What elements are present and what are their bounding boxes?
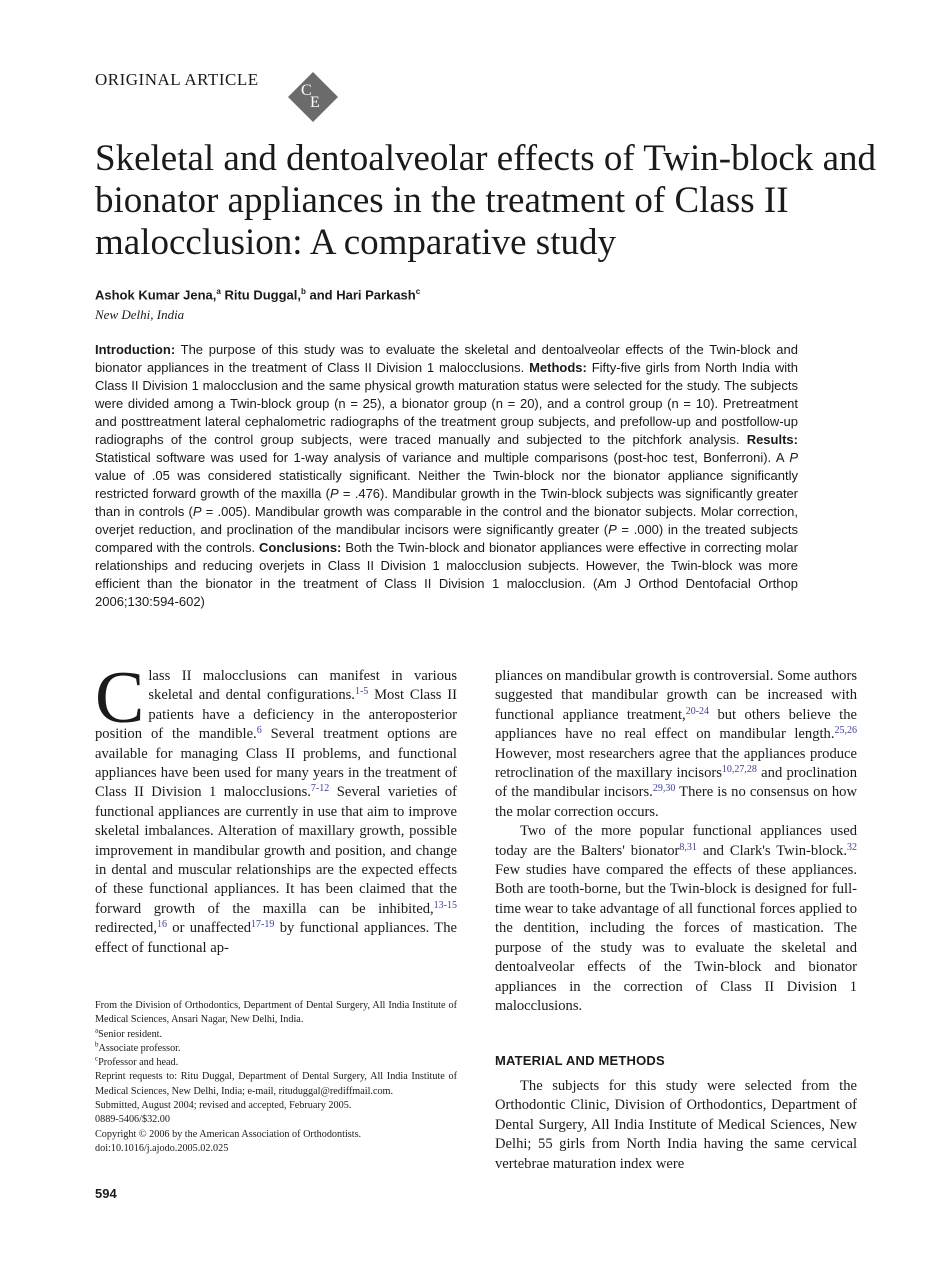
body-paragraph xyxy=(495,822,857,1016)
citation-link[interactable]: 32 xyxy=(847,841,857,853)
p-symbol: P xyxy=(329,486,339,501)
footnote-marker: c xyxy=(95,1054,99,1063)
p-symbol: P xyxy=(789,450,798,465)
section-heading: MATERIAL AND METHODS xyxy=(495,1053,665,1068)
footnote-text: Professor and head. xyxy=(98,1057,179,1069)
abstract-heading: Introduction: xyxy=(95,342,176,357)
ce-badge-letter-c: C xyxy=(301,82,312,99)
body-text: Most Class II patients have a deficiency in the anteroposterior position of the mandible. xyxy=(95,687,457,743)
citation-link[interactable]: 8,31 xyxy=(679,841,697,853)
footnote-reprint: Reprint requests to: Ritu Duggal, Department of Dental Surgery, All India Institute of Medical Sciences, New Delhi, India; e-mail, rituduggal@rediffmail.com. xyxy=(95,1071,457,1097)
page-number: 594 xyxy=(95,1186,117,1201)
author-list xyxy=(95,287,420,302)
body-paragraph xyxy=(95,657,458,958)
footnote: From the Division of Orthodontics, Department of Dental Surgery, All India Institute of Medical Sciences, Ansari Nagar, New Delhi, India. xyxy=(95,1000,457,1026)
abstract-text: value of .05 was considered statistically significant. Neither the Twin-block nor the bionator appliance significantly restricted forward growth of the maxilla ( xyxy=(95,468,798,501)
citation-link[interactable]: 13-15 xyxy=(433,899,457,911)
body-text: redirected, xyxy=(95,920,157,937)
author-name: Ashok Kumar Jena, xyxy=(95,287,217,303)
footnote-issn: 0889-5406/$32.00 xyxy=(95,1114,170,1126)
p-symbol: P xyxy=(192,504,202,519)
ce-badge-icon xyxy=(286,70,340,124)
drop-cap: C xyxy=(95,657,145,739)
citation-link[interactable]: 20-24 xyxy=(685,705,710,717)
abstract-text: = .476). Mandibular growth in the Twin-block subjects was significantly greater than in controls ( xyxy=(95,486,799,519)
citation-link[interactable]: 29,30 xyxy=(652,783,676,795)
p-symbol: P xyxy=(608,522,617,537)
footnote-submitted: Submitted, August 2004; revised and accepted, February 2005. xyxy=(95,1100,352,1112)
citation-link[interactable]: 1-5 xyxy=(354,686,369,698)
article-title: Skeletal and dentoalveolar effects of Twin-block and bionator appliances in the treatment of Class II malocclusion: A comparative study xyxy=(95,138,876,263)
author-marker: b xyxy=(301,287,306,296)
abstract-text: The purpose of this study was to evaluate the skeletal and dentoalveolar effects of the Twin-block and bionator appliances in the treatment of Class II Division 1 malocclusions. xyxy=(95,342,799,375)
abstract-text: Fifty-five girls from North India with Class II Division 1 malocclusion and the same physical growth maturation status were selected for the study. The subjects were divided among a Twin-block group (n = 25), a bionator group (n = 20), and a control group (n = 10). Pretreatment and posttreatment lateral cephalometric radiographs of the treatment group subjects, and prefollow-up and postfollow-up radiographs of the control group subjects, were traced manually and subjected to the pitchfork analysis. xyxy=(95,360,798,447)
citation-link[interactable]: 16 xyxy=(156,919,167,931)
footnotes xyxy=(95,999,457,1156)
author-name: and Hari Parkash xyxy=(309,287,416,303)
abstract-heading: Methods: xyxy=(529,360,587,375)
body-text: lass II malocclusions can manifest in various skeletal and dental configurations. xyxy=(148,668,457,704)
body-column-left xyxy=(95,657,458,958)
ce-badge-letter-e: E xyxy=(310,94,320,111)
abstract-text: Statistical software was used for 1-way analysis of variance and multiple comparisons (post-hoc test, Bonferroni). A xyxy=(95,450,784,465)
abstract xyxy=(95,341,798,611)
footnote-marker: b xyxy=(95,1040,99,1049)
body-text: Several treatment options are available for managing Class II problems, and functional appliances have been used for many years in the treatment of Class II Division 1 malocclusions. xyxy=(95,726,457,801)
body-text: but others believe the appliances have no real effect on mandibular length. xyxy=(495,706,858,743)
body-paragraph xyxy=(495,667,857,822)
article-type-label: ORIGINAL ARTICLE xyxy=(95,70,259,89)
footnote-marker: a xyxy=(95,1026,99,1035)
body-text: and Clark's Twin-block. xyxy=(696,842,847,859)
citation-link[interactable]: 25,26 xyxy=(834,725,857,737)
footnote-copyright: Copyright © 2006 by the American Association of Orthodontists. xyxy=(95,1128,362,1140)
citation-link[interactable]: 7-12 xyxy=(310,783,330,795)
author-name: Ritu Duggal, xyxy=(224,287,301,303)
footnote xyxy=(95,1056,457,1070)
abstract-heading: Conclusions: xyxy=(259,540,342,555)
footnote xyxy=(95,1042,457,1056)
body-text: and proclination of the mandibular incisors. xyxy=(495,765,858,801)
abstract-heading: Results: xyxy=(746,432,798,447)
footnote-doi[interactable]: doi:10.1016/j.ajodo.2005.02.025 xyxy=(95,1142,229,1154)
abstract-text: = .000) in the treated subjects compared with the controls. xyxy=(95,522,798,555)
body-column-right-continued xyxy=(495,1077,857,1174)
author-marker: a xyxy=(216,287,221,296)
body-paragraph: The subjects for this study were selected from the Orthodontic Clinic, Division of Orthodontics, Department of Dental Surgery, All India Institute of Medical Sciences, New Delhi; 55 girls from North India having the same cervical vertebrae maturation index were xyxy=(495,1078,857,1172)
body-text: However, most researchers agree that the appliances produce retroclination of the maxillary incisors xyxy=(495,745,857,782)
body-text: by functional appliances. The effect of functional ap- xyxy=(95,920,457,956)
body-text: pliances on mandibular growth is controversial. Some authors suggested that mandibular growth can be increased with functional appliance treatment, xyxy=(495,668,857,723)
body-text: Few studies have compared the effects of these appliances. Both are tooth-borne, but the Twin-block is designed for full-time wear to take advantage of all functional forces applied to the dentition, including the forces of mastication. The purpose of the study was to evaluate the skeletal and dentoalveolar effects of the Twin-block and bionator appliances in the correction of Class II Division 1 malocclusions. xyxy=(495,862,857,1014)
footnote-text: Senior resident. xyxy=(98,1028,163,1040)
body-text: Several varieties of functional appliances are currently in use that aim to improve skeletal imbalances. Alteration of maxillary growth, possible improvement in mandibular growth and position, and change in dental and muscular relationships are the expected effects of these functional appliances. It has been claimed that the forward growth of the maxilla can be inhibited, xyxy=(95,784,458,917)
citation-link[interactable]: 17-19 xyxy=(251,919,275,931)
body-text: or unaffected xyxy=(166,920,252,937)
footnote-text: Associate professor. xyxy=(98,1042,181,1054)
author-marker: c xyxy=(415,287,421,296)
body-text: There is no consensus on how the molar correction occurs. xyxy=(495,784,857,820)
body-column-right xyxy=(495,667,857,1016)
abstract-text: = .005). Mandibular growth was comparable in the control and the bionator subjects. Molar correction, overjet reduction, and proclination of the mandibular incisors were significantly greater ( xyxy=(95,504,798,537)
body-text: Two of the more popular functional appliances used today are the Balters' bionator xyxy=(495,823,857,859)
footnote xyxy=(95,1028,457,1042)
citation-link[interactable]: 6 xyxy=(256,725,262,737)
citation-link[interactable]: 10,27,28 xyxy=(721,764,757,776)
affiliation-location: New Delhi, India xyxy=(95,307,185,322)
abstract-text: Both the Twin-block and bionator appliances were effective in correcting molar relationships and reducing overjets in Class II Division 1 malocclusion subjects. However, the Twin-block was more efficient than the bionator in the treatment of Class II Division 1 malocclusion. (Am J Orthod Dentofacial Orthop 2006;130:594-602) xyxy=(95,540,798,609)
